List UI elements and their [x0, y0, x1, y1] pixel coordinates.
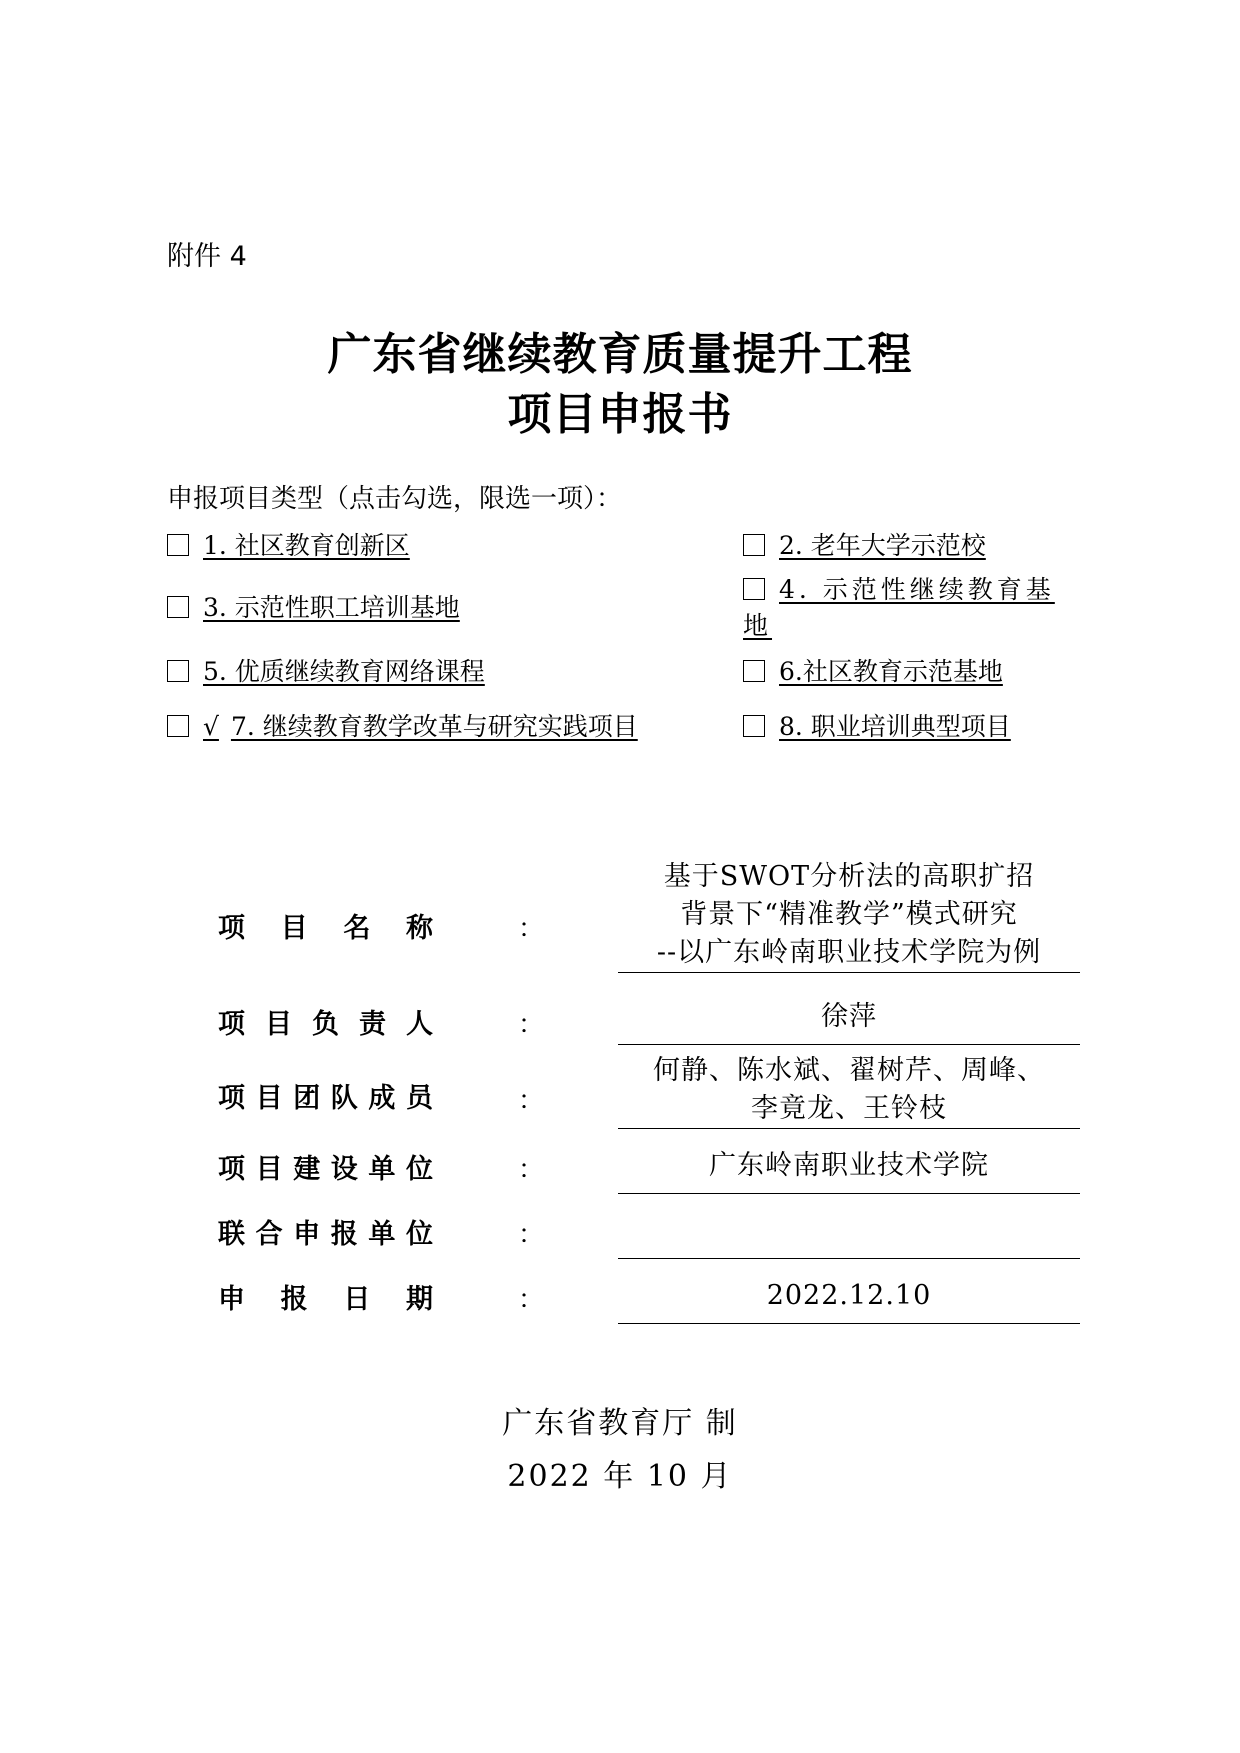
option-label: 6.社区教育示范基地	[779, 657, 1003, 686]
option-1[interactable]	[167, 528, 410, 564]
project-name-label: 项 目 名 称	[218, 913, 433, 944]
option-label: 7. 继续教育教学改革与研究实践项目	[230, 712, 638, 741]
colon: ：	[518, 1086, 545, 1116]
date-field[interactable]: 2022.12.10	[618, 1277, 1080, 1324]
option-2[interactable]	[743, 528, 986, 564]
colon: ：	[518, 1155, 545, 1185]
colon: ：	[518, 914, 545, 944]
option-6[interactable]	[743, 654, 1003, 690]
checkbox-icon[interactable]	[743, 715, 765, 737]
colon: ：	[518, 1010, 545, 1040]
document-subtitle: 项目申报书	[507, 389, 733, 440]
attachment-label: 附件 4	[167, 241, 247, 272]
checkbox-icon[interactable]	[167, 660, 189, 682]
team-field[interactable]: 何静、陈水斌、翟树芹、周峰、 李竟龙、王铃枝	[618, 1052, 1080, 1129]
option-8[interactable]	[743, 709, 1011, 745]
joint-unit-label: 联 合 申 报 单 位	[218, 1219, 433, 1250]
team-label: 项 目 团 队 成 员	[218, 1083, 433, 1114]
joint-unit-field[interactable]	[618, 1212, 1080, 1259]
checkbox-icon[interactable]	[167, 534, 189, 556]
unit-field[interactable]: 广东岭南职业技术学院	[618, 1147, 1080, 1194]
colon: ：	[518, 1220, 545, 1250]
option-4[interactable]	[743, 572, 1078, 644]
option-7[interactable]	[167, 709, 638, 745]
option-3[interactable]	[167, 590, 460, 626]
colon: ：	[518, 1285, 545, 1315]
leader-field[interactable]: 徐萍	[618, 998, 1080, 1045]
checkbox-icon[interactable]	[743, 660, 765, 682]
unit-label: 项 目 建 设 单 位	[218, 1154, 433, 1185]
project-type-heading: 申报项目类型（点击勾选，限选一项）：	[167, 484, 623, 514]
option-label: 3. 示范性职工培训基地	[203, 593, 460, 622]
issue-date: 2022 年 10 月	[507, 1459, 733, 1494]
option-label: 2. 老年大学示范校	[779, 531, 986, 560]
option-label: 1. 社区教育创新区	[203, 531, 410, 560]
option-5[interactable]	[167, 654, 485, 690]
checkbox-icon[interactable]	[167, 715, 189, 737]
checkbox-icon[interactable]	[743, 534, 765, 556]
date-label: 申 报 日 期	[218, 1284, 433, 1315]
option-label: 4. 示范性继续教育基地	[743, 575, 1055, 640]
option-label: 8. 职业培训典型项目	[779, 712, 1011, 741]
issuer: 广东省教育厅 制	[502, 1406, 738, 1441]
leader-label: 项 目 负 责 人	[218, 1009, 433, 1040]
check-mark-icon: √	[203, 712, 219, 741]
project-name-field[interactable]: 基于SWOT分析法的高职扩招 背景下“精准教学”模式研究 --以广东岭南职业技术学院为例	[618, 858, 1080, 973]
document-title: 广东省继续教育质量提升工程	[327, 329, 913, 380]
option-label: 5. 优质继续教育网络课程	[203, 657, 485, 686]
checkbox-icon[interactable]	[167, 596, 189, 618]
checkbox-icon[interactable]	[743, 578, 765, 600]
